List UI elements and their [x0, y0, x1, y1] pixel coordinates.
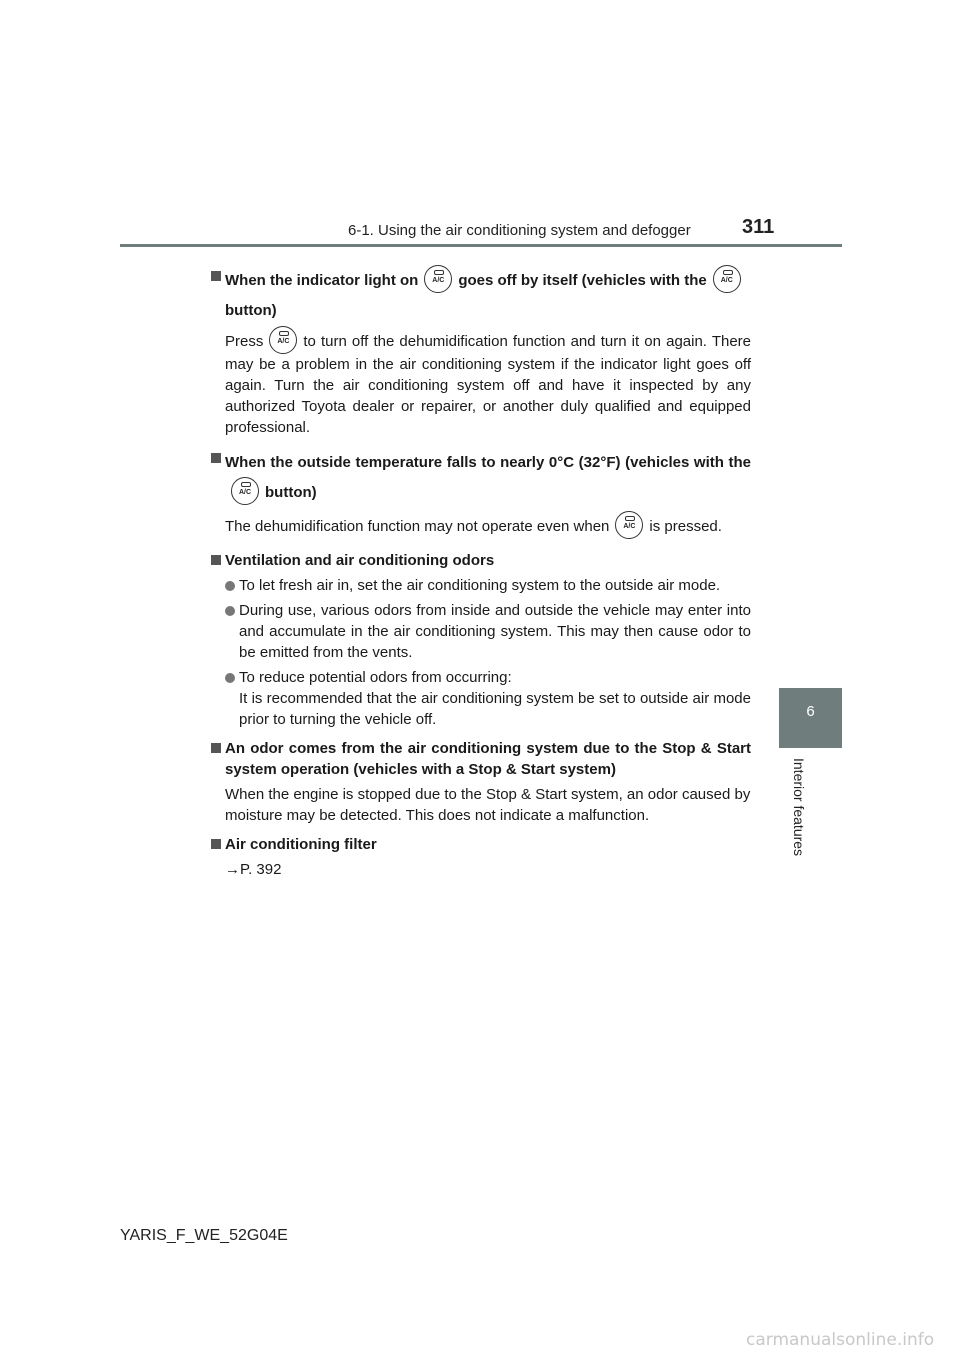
bullet-icon [225, 673, 235, 683]
list-item: To reduce potential odors from occurring: It is recommended that the air conditioning system be set to outside air mode prior to turning the vehicle off. [211, 667, 751, 730]
document-code: YARIS_F_WE_52G04E [120, 1227, 288, 1244]
heading-text: When the indicator light on [225, 272, 419, 289]
ac-button-icon: A/C [713, 265, 741, 293]
page-content [211, 258, 751, 880]
watermark: carmanualsonline.info [746, 1330, 935, 1350]
section-heading-low-temperature: When the outside temperature falls to nearly 0°C (32°F) (vehicles with the A/C button) [211, 448, 751, 508]
ac-button-icon: A/C [269, 326, 297, 354]
ac-button-icon: A/C [424, 265, 452, 293]
bullet-icon [225, 581, 235, 591]
ac-button-icon: A/C [231, 477, 259, 505]
section-heading-odors: Ventilation and air conditioning odors [211, 550, 751, 571]
chapter-title: 6-1. Using the air conditioning system and defogger [348, 222, 691, 239]
page-header [120, 218, 840, 246]
chapter-tab[interactable]: 6 [779, 688, 842, 748]
page-number: 311 [742, 216, 775, 238]
section-heading-filter: Air conditioning filter [211, 834, 751, 855]
header-divider [120, 244, 842, 247]
list-item: During use, various odors from inside and outside the vehicle may enter into and accumulate in the air conditioning system. This may then cause odor to be emitted from the vents. [211, 600, 751, 663]
chapter-tab-label: Interior features [791, 758, 807, 857]
section-body-low-temperature: The dehumidification function may not operate even when A/C is pressed. [211, 512, 751, 542]
section-square-icon [211, 839, 221, 849]
list-item: To let fresh air in, set the air conditioning system to the outside air mode. [211, 575, 751, 596]
section-body-stop-start: When the engine is stopped due to the Stop & Start system, an odor caused by moisture may be detected. This does not indicate a malfunction. [225, 786, 751, 824]
section-heading-stop-start: An odor comes from the air conditioning system due to the Stop & Start system operation (vehicles with a Stop & Start system) [211, 738, 751, 780]
heading-text: button) [225, 302, 277, 319]
heading-text: goes off by itself (vehicles with the [458, 272, 707, 289]
section-heading-indicator-off [211, 266, 751, 326]
section-square-icon [211, 271, 221, 281]
section-square-icon [211, 453, 221, 463]
bullet-icon [225, 606, 235, 616]
section-body-indicator-off: Press A/C to turn off the dehumidification function and turn it on again. There may be a problem in the air conditioning system if the indicator light goes off again. Turn the air conditioning system off and have it inspected by any authorized Toyota dealer or repairer, or another duly qualified and equipped professional. [211, 330, 751, 438]
section-square-icon [211, 743, 221, 753]
page-reference-link[interactable]: →P. 392 [225, 861, 282, 878]
ac-button-icon: A/C [615, 511, 643, 539]
section-square-icon [211, 555, 221, 565]
